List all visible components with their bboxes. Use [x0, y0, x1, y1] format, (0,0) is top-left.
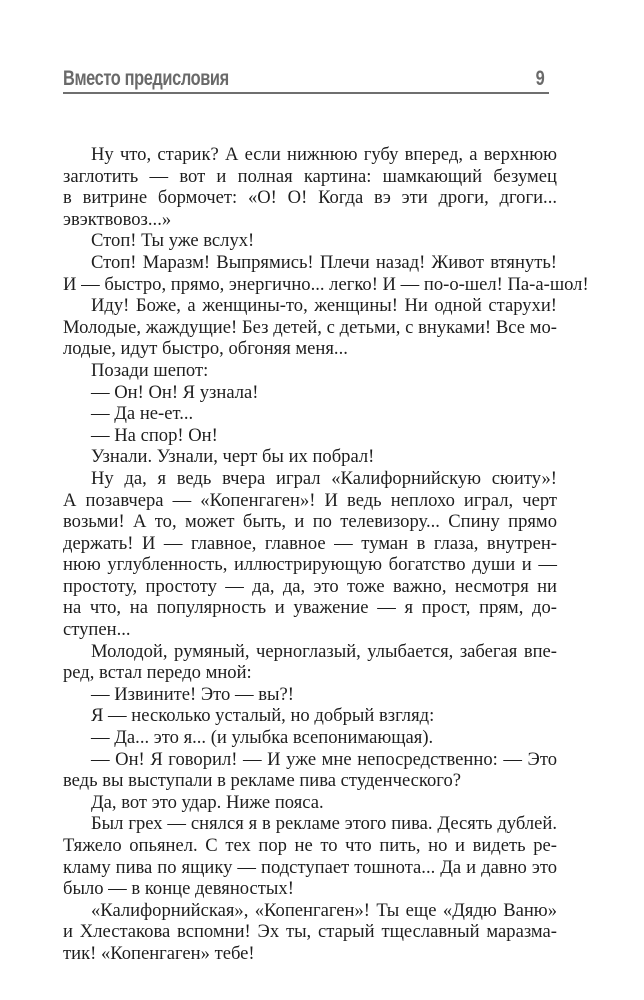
text-line: эвэктвовоз...» [63, 208, 172, 230]
text-line: и Хлестакова вспомни! Эх ты, старый тщеславный маразма- [63, 921, 557, 943]
running-header [63, 66, 549, 94]
text-line: лодые, идут быстро, обгоняя меня... [63, 338, 348, 360]
body-text [63, 144, 589, 965]
text-line: Тяжело опьянел. С тех пор не то что пить, но и видеть ре- [63, 835, 557, 856]
text-line: — На спор! Он! [91, 424, 218, 446]
text-line: Молодой, румяный, черноглазый, улыбается, забегая впе- [91, 640, 557, 662]
text-line: Ну да, я ведь вчера играл «Калифорнийскую сюиту»! [91, 467, 557, 489]
text-line: было — в конце девяностых! [63, 878, 294, 900]
text-line: возьми! А то, может быть, и по телевизору... Спину прямо [63, 511, 557, 533]
text-line: Стоп! Маразм! Выпрямись! Плечи назад! Живот втянуть! [91, 251, 557, 273]
text-line: держать! И — главное, главное — туман в глаза, внутрен- [63, 532, 557, 554]
text-line: И — быстро, прямо, энергично... легко! И — по-о-шел! Па-а-шол! [63, 273, 589, 295]
text-line: Я — несколько усталый, но добрый взгляд: [91, 705, 435, 727]
text-line: Узнали. Узнали, черт бы их побрал! [91, 446, 375, 468]
text-line: простоту, простоту — да, да, это тоже важно, несмотря ни [63, 575, 557, 597]
text-line: на что, на популярность и уважение — я прост, прям, до- [63, 597, 557, 619]
text-line: кламу пива по ящику — подступает тошнота... Да и давно это [63, 856, 557, 878]
text-line: Позади шепот: [91, 359, 209, 381]
text-line: ступен... [63, 619, 131, 641]
text-line: Да, вот это удар. Ниже пояса. [91, 791, 324, 813]
text-line: ведь вы выступали в рекламе пива студенческого? [63, 770, 462, 792]
text-line: Молодые, жаждущие! Без детей, с детьми, с внуками! Все мо- [63, 316, 557, 338]
text-line: Был грех — снялся я в рекламе этого пива. Десять дублей. [91, 813, 557, 835]
text-line: — Он! Он! Я узнала! [91, 381, 259, 403]
text-line: Иду! Боже, а женщины-то, женщины! Ни одной старухи! [91, 295, 557, 317]
page-number: 9 [535, 67, 545, 90]
text-line: Ну что, старик? А если нижнюю губу вперед, а верхнюю [91, 144, 557, 165]
text-line: в витрине бормочет: «О! О! Когда вэ эти дроги, дгоги... [63, 187, 557, 209]
text-line: — Да... это я... (и улыбка всепонимающая). [91, 727, 434, 749]
text-line: Стоп! Ты уже вслух! [91, 230, 255, 252]
text-line: тик! «Копенгаген» тебе! [63, 942, 255, 964]
text-line: — Извините! Это — вы?! [91, 683, 294, 705]
text-line: А позавчера — «Копенгаген»! И ведь неплохо играл, черт [63, 489, 557, 511]
chapter-title: Вместо предисловия [63, 67, 229, 90]
text-line: ред, встал передо мной: [63, 662, 252, 684]
text-line: нюю углубленность, иллюстрирующую богатство души и — [63, 554, 557, 576]
text-line: «Калифорнийская», «Копенгаген»! Ты еще «Дядю Ваню» [91, 899, 557, 921]
text-line: — Он! Я говорил! — И уже мне непосредственно: — Это [91, 748, 557, 770]
text-line: — Да не-ет... [91, 403, 194, 425]
text-line: заглотить — вот и полная картина: шамкающий безумец [63, 165, 557, 187]
